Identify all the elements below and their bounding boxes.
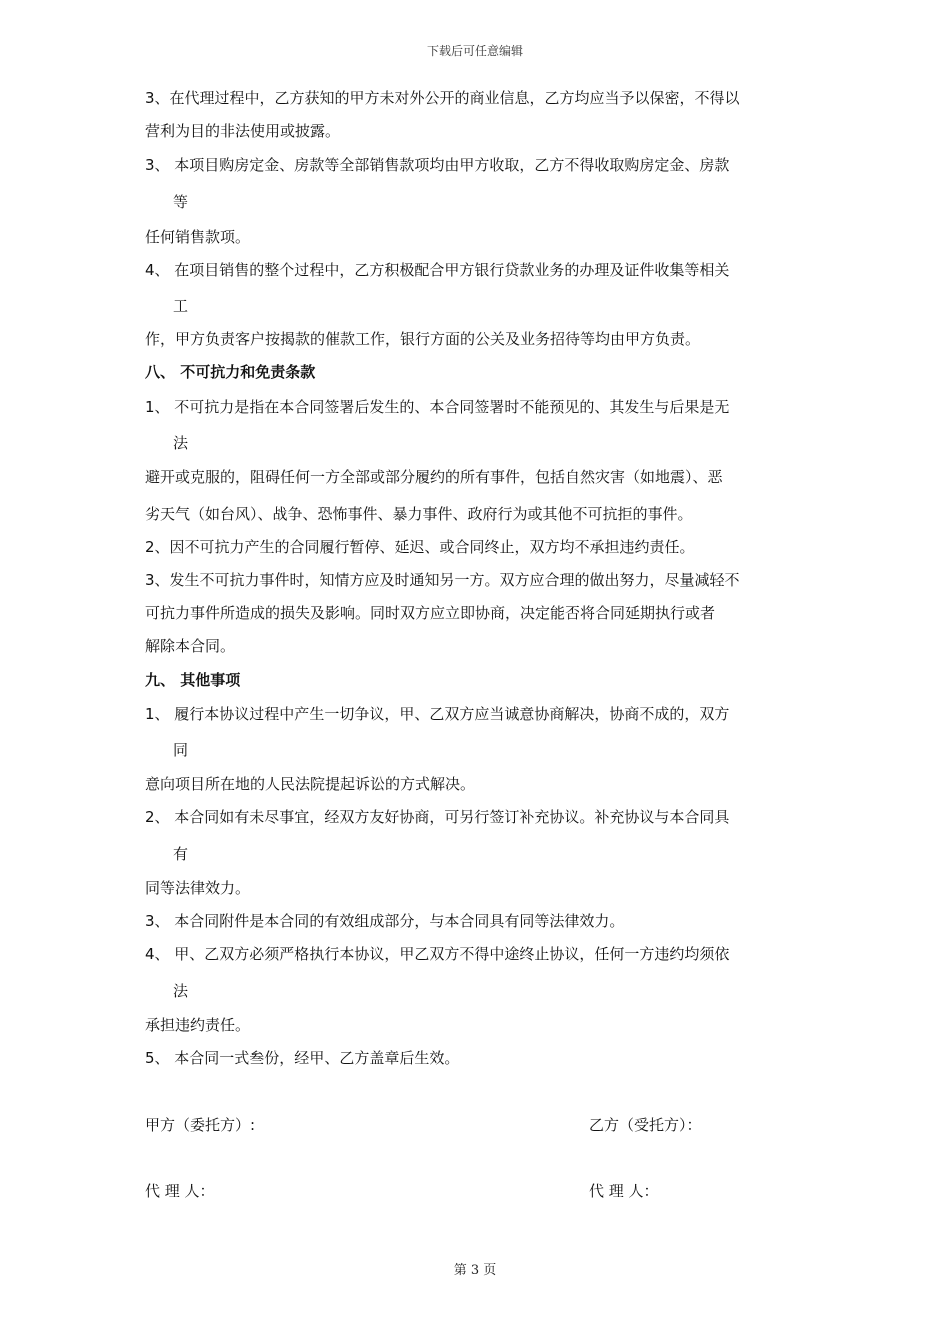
paragraph-line: 3、 本合同附件是本合同的有效组成部分，与本合同具有同等法律效力。 bbox=[145, 912, 625, 930]
paragraph-line: 同等法律效力。 bbox=[145, 879, 251, 897]
paragraph-line: 任何销售款项。 bbox=[145, 228, 251, 246]
agent-b-label: 代 理 人： bbox=[589, 1182, 659, 1200]
paragraph-line: 3、 本项目购房定金、房款等全部销售款项均由甲方收取，乙方不得收取购房定金、房款 bbox=[145, 156, 730, 174]
page-number: 第 3 页 bbox=[453, 1263, 497, 1278]
paragraph-line: 劣天气（如台风）、战争、恐怖事件、暴力事件、政府行为或其他不可抗拒的事件。 bbox=[145, 505, 693, 523]
paragraph-line: 工 bbox=[173, 297, 189, 315]
paragraph-line: 可抗力事件所造成的损失及影响。同时双方应立即协商，决定能否将合同延期执行或者 bbox=[145, 604, 716, 622]
paragraph-line: 2、 本合同如有未尽事宜，经双方友好协商，可另行签订补充协议。补充协议与本合同具 bbox=[145, 808, 730, 826]
paragraph-line: 2、因不可抗力产生的合同履行暂停、延迟、或合同终止，双方均不承担违约责任。 bbox=[145, 538, 695, 556]
paragraph-line: 4、 甲、乙双方必须严格执行本协议，甲乙双方不得中途终止协议，任何一方违约均须依 bbox=[145, 945, 730, 963]
paragraph-line: 同 bbox=[173, 741, 189, 759]
paragraph-line: 解除本合同。 bbox=[145, 637, 236, 655]
paragraph-line: 意向项目所在地的人民法院提起诉讼的方式解决。 bbox=[145, 775, 476, 793]
section-heading: 八、 不可抗力和免责条款 bbox=[145, 363, 316, 381]
paragraph-line: 等 bbox=[173, 193, 189, 211]
paragraph-line: 承担违约责任。 bbox=[145, 1016, 251, 1034]
page-header: 下载后可任意编辑 bbox=[426, 44, 523, 58]
paragraph-line: 3、在代理过程中，乙方获知的甲方未对外公开的商业信息，乙方均应当予以保密，不得以 bbox=[145, 89, 740, 107]
paragraph-line: 有 bbox=[173, 845, 189, 863]
agent-a-label: 代 理 人： bbox=[145, 1182, 215, 1200]
paragraph-line: 法 bbox=[173, 434, 189, 452]
paragraph-line: 5、 本合同一式叁份，经甲、乙方盖章后生效。 bbox=[145, 1049, 460, 1067]
party-b-label: 乙方（受托方）： bbox=[589, 1116, 702, 1134]
paragraph-line: 作，甲方负责客户按揭款的催款工作，银行方面的公关及业务招待等均由甲方负责。 bbox=[145, 330, 701, 348]
section-heading: 九、 其他事项 bbox=[145, 671, 241, 689]
paragraph-line: 1、 履行本协议过程中产生一切争议，甲、乙双方应当诚意协商解决，协商不成的，双方 bbox=[145, 705, 730, 723]
paragraph-line: 3、发生不可抗力事件时，知情方应及时通知另一方。双方应合理的做出努力，尽量减轻不 bbox=[145, 571, 740, 589]
paragraph-line: 避开或克服的，阻碍任何一方全部或部分履约的所有事件，包括自然灾害（如地震）、恶 bbox=[145, 468, 723, 486]
party-a-label: 甲方（委托方）: bbox=[145, 1116, 256, 1134]
paragraph-line: 4、 在项目销售的整个过程中，乙方积极配合甲方银行贷款业务的办理及证件收集等相关 bbox=[145, 261, 730, 279]
paragraph-line: 法 bbox=[173, 982, 189, 1000]
paragraph-line: 1、 不可抗力是指在本合同签署后发生的、本合同签署时不能预见的、其发生与后果是无 bbox=[145, 398, 730, 416]
paragraph-line: 营利为目的非法使用或披露。 bbox=[145, 122, 341, 140]
